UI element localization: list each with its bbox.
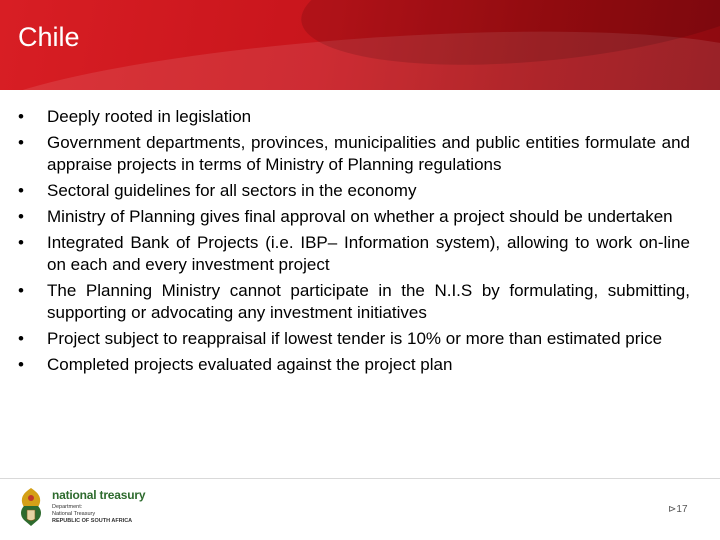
bullet-text: Project subject to reappraisal if lowest tender is 10% or more than estimated price <box>47 329 663 348</box>
bullet-marker: • <box>18 107 24 126</box>
bullet-marker: • <box>18 329 24 348</box>
bullet-marker: • <box>18 207 24 226</box>
bullet-text: Sectoral guidelines for all sectors in the economy <box>47 181 417 200</box>
bullet-item <box>18 106 690 128</box>
bullet-marker: • <box>18 233 24 252</box>
bullet-item <box>18 132 690 176</box>
bullet-text: Deeply rooted in legislation <box>47 107 252 126</box>
bullet-text: The Planning Ministry cannot participate in the N.I.S by formulating, submitting, supporting or advocating any investment initiatives <box>47 281 690 322</box>
page-number: ⊳17 <box>668 504 688 515</box>
slide-content <box>18 106 690 380</box>
bullet-text: Ministry of Planning gives final approval on whether a project should be undertaken <box>47 207 673 226</box>
national-treasury-logo <box>12 486 172 530</box>
bullet-marker: • <box>18 181 24 200</box>
bullet-text: Government departments, provinces, municipalities and public entities formulate and appraise projects in terms of Ministry of Planning regulations <box>47 133 690 174</box>
bullet-item <box>18 232 690 276</box>
bullet-text: Completed projects evaluated against the project plan <box>47 355 453 374</box>
coat-of-arms-icon <box>16 486 46 528</box>
bullet-item <box>18 280 690 324</box>
bullet-list <box>18 106 690 376</box>
bullet-item <box>18 328 690 350</box>
logo-line-1: Department: <box>52 504 83 510</box>
bullet-item <box>18 180 690 202</box>
title-banner <box>0 0 720 90</box>
bullet-marker: • <box>18 355 24 374</box>
bullet-marker: • <box>18 281 24 300</box>
bullet-item <box>18 206 690 228</box>
footer-divider <box>0 478 720 479</box>
logo-line-3: REPUBLIC OF SOUTH AFRICA <box>52 518 133 524</box>
slide-title: Chile <box>18 22 80 52</box>
bullet-item <box>18 354 690 376</box>
logo-name: national treasury <box>52 488 146 502</box>
bullet-marker: • <box>18 133 24 152</box>
bullet-text: Integrated Bank of Projects (i.e. IBP– Information system), allowing to work on-line on each and every investment project <box>47 233 690 274</box>
logo-line-2: National Treasury <box>52 511 96 517</box>
